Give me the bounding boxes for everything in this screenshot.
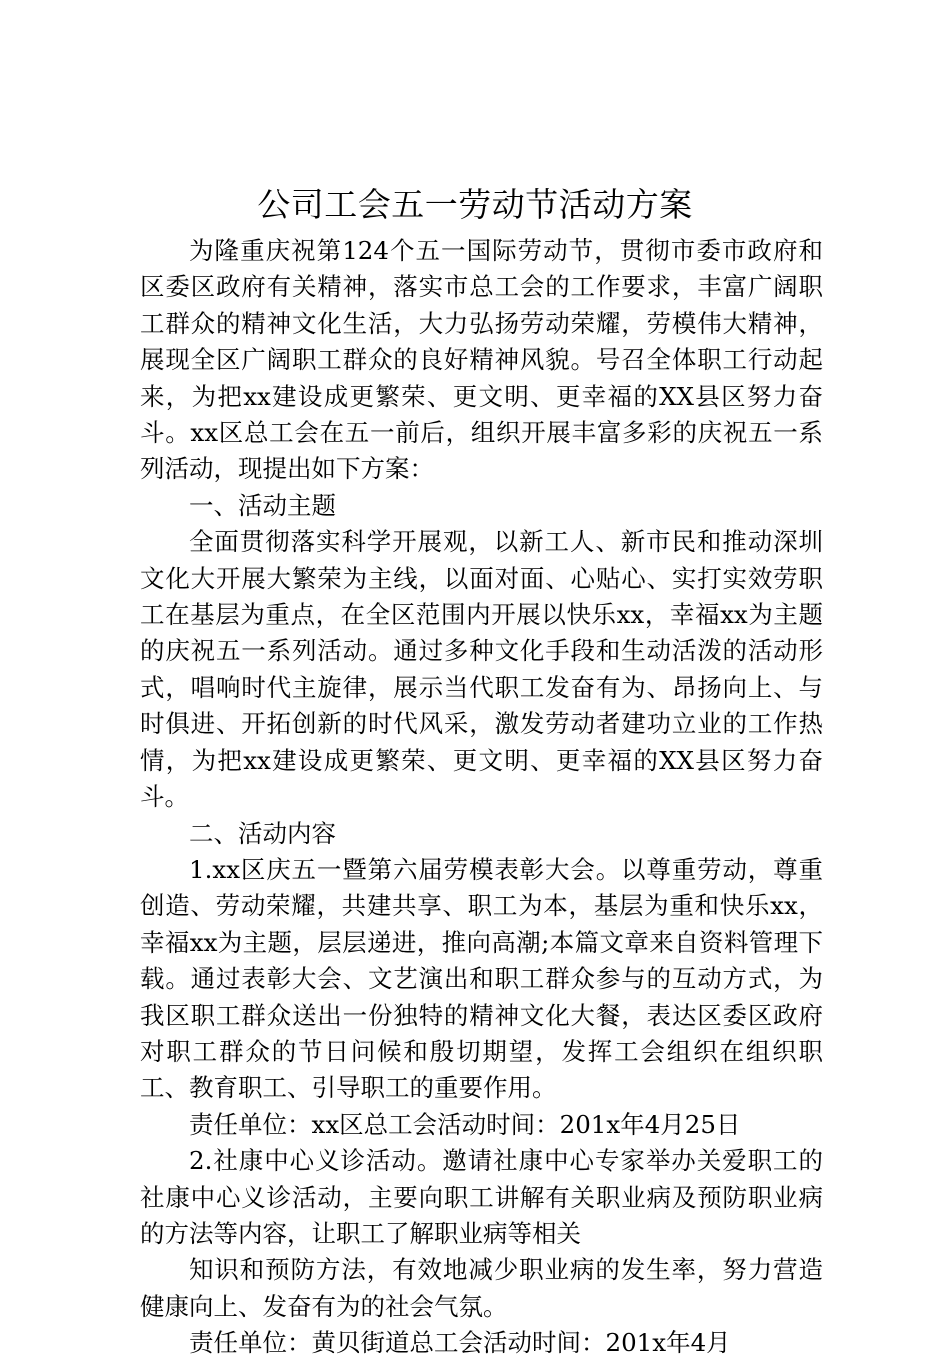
paragraph-theme: 全面贯彻落实科学开展观，以新工人、新市民和推动深圳文化大开展大繁荣为主线，以面对面、心贴心、实打实效劳职工在基层为重点，在全区范围内开展以快乐xx，幸福xx为主题的庆祝五一系列活动。通过多种文化手段和生动活泼的活动形式，唱响时代主旋律，展示当代职工发奋有为、昂扬向上、与时俱进、开拓创新的时代风采，激发劳动者建功立业的工作热情，为把xx建设成更繁荣、更文明、更幸福的XX县区努力奋斗。: [140, 527, 823, 812]
paragraph-item-2-continued: 知识和预防方法，有效地减少职业病的发生率，努力营造健康向上、发奋有为的社会气氛。: [140, 1255, 823, 1321]
paragraph-intro: 为隆重庆祝第124个五一国际劳动节，贯彻市委市政府和区委区政府有关精神，落实市总工会的工作要求，丰富广阔职工群众的精神文化生活，大力弘扬劳动荣耀，劳模伟大精神，展现全区广阔职工群众的良好精神风貌。号召全体职工行动起来，为把xx建设成更繁荣、更文明、更幸福的XX县区努力奋斗。xx区总工会在五一前后，组织开展丰富多彩的庆祝五一系列活动，现提出如下方案：: [140, 236, 823, 484]
document-body: [140, 233, 823, 1362]
paragraph-item-1: 1.xx区庆五一暨第六届劳模表彰大会。以尊重劳动，尊重创造、劳动荣耀，共建共享、职工为本，基层为重和快乐xx，幸福xx为主题，层层递进，推向高潮;本篇文章来自资料管理下载。通过表彰大会、文艺演出和职工群众参与的互动方式，为我区职工群众送出一份独特的精神文化大餐，表达区委区政府对职工群众的节日问候和殷切期望，发挥工会组织在组织职工、教育职工、引导职工的重要作用。: [140, 854, 823, 1103]
document-title: 公司工会五一劳动节活动方案: [257, 185, 693, 224]
paragraph-item-2: 2.社康中心义诊活动。邀请社康中心专家举办关爱职工的社康中心义诊活动，主要向职工讲解有关职业病及预防职业病的方法等内容，让职工了解职业病等相关: [140, 1146, 823, 1248]
section-heading-content: 二、活动内容: [189, 818, 336, 848]
paragraph-item-1-responsibility: 责任单位：xx区总工会活动时间：201x年4月25日: [189, 1109, 741, 1139]
paragraph-item-2-responsibility: 责任单位：黄贝街道总工会活动时间：201x年4月: [189, 1328, 731, 1358]
section-heading-theme: 一、活动主题: [189, 490, 336, 520]
